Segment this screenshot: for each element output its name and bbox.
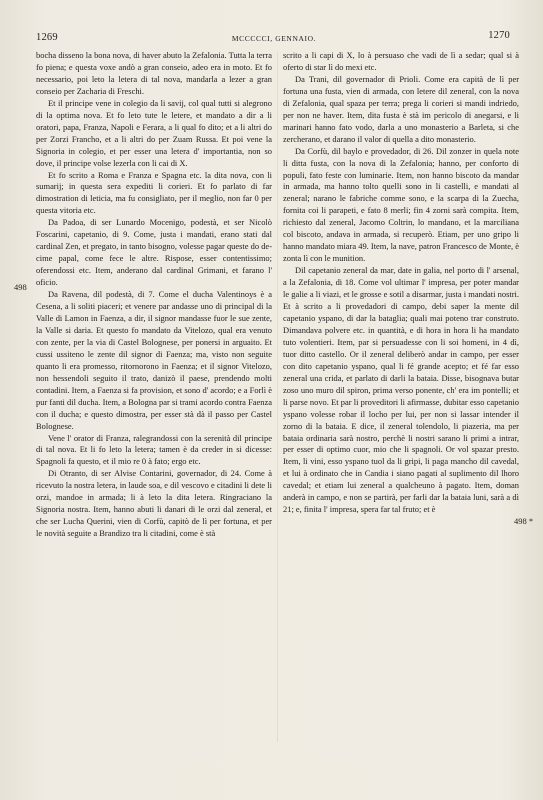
paragraph: Et il principe vene in colegio da li savij, col qual tutti si alegrono di la optima nova. Et fo leto tute le letere, et mandato a dir a li oratori, papa, Franza, Napoli e Ferara, a li qual fo dito; et a li altri do per Zorzi Francho, et a li altri do per Zuam Russa. Et poi vene la Signoria in colegio, et per esser una letera d' importantia, non so dove, il principe volse lezerla con li cai di X. <box>36 97 272 168</box>
running-title: MCCCCCI, GENNAIO. <box>231 34 317 43</box>
page-number-right: 1270 <box>488 30 510 41</box>
paragraph: Da Ravena, dil podestà, di 7. Come el ducha Valentinoys è a Cesena, a li soliti piaceri; et venere par andasse uno di principal di la Valle di Lamon in Faenza, a dir, il signor mandasse fuor le sue zente, la Valle si daria. Et questo fo mandato da Vitelozo, qual era venuto con zente, per la via di Castel Bolognese, per ponersi in arguaito. Et cussi ussiteno le zente dil signor di Faenza; ma, visto non seguite quanto li era promesso, ritornorono in Faenza; et il signor Vitelozo, non hessendoli seguito il trato, danizò il paese, prendendo molti contadini. Item, a Faenza si fa provision, et sono d' acordo; e a Forlì è pur fanti dil ducha. Item, a Bologna par si trami acordo contra Faenza con il ducha; e questo dimostra, per esser stà dà il passo per Castel Bolognese. <box>36 289 272 431</box>
paragraph: Da Corfù, dil baylo e provedador, di 26. Dil zonzer in quela note li ditta fusta, con la nova di la Zefalonia; hanno, per conforto di populi, fato feste con luminarie. Item, non hanno biscoto da mandar in armada, ma hanno tolto quelli sono in li castelli, e mandati al zeneral; narano le fabriche comme sono, e la scarpa di la Zuecha, fornita coi li parapeti, e fato 8 merli; fin 4 zorni sarà compita. Item, richiesto dal zeneral, Jacomo Coltrin, lo mandano, et la marciliana col biscoto, andava in armada, si recuperò. Etiam, per uno gripo li hanno mandato miara 49. Item, la nave, patron Francesco de Monte, è zonta lì con le munition. <box>283 145 519 264</box>
margin-number-right: 498 * <box>514 516 534 526</box>
paragraph: scrito a li capi di X, lo à persuaso che vadi de lì a sedar; qual si à oferto di star lì do mexi etc. <box>283 50 519 72</box>
paragraph: Dil capetanio zeneral da mar, date in galia, nel porto di l' arsenal, a la Zefalonia, di 18. Come vol ultimar l' impresa, per poter mandar le galie a li viazi, et le grosse e sotil a disarmar, justa i mandati nostri. Et à scrito a li provedadori di campo, debi saper la mente dil capetanio yspano, di dar la bataglia; quali mai poteno trar construto. Dimandava polvere etc. in quantità, e di hora in hora li ha mandato tuto volentieri. Item, par si persuadesse con li soi homeni, in 4 dì, tuor ditto castello. Or il zeneral deliberò andar in campo, per esser con dito capetanio yspano, qual li fé grande acepto; et fé far esso zeneral una crida, et parlato di darli la bataia. Disse, bisognava butar zoso uno muro dil spiron, prima verso ponente, ch' era im pontelli; et li parse novo. Et par li proveditori li afirmasse, dubitar esso capetanio yspano volesse robar il locho per lui, per non si lassar intender il zorno di la bataia. E dice, il zeneral tolendolo, li piazeria, ma per bataia ordinaria sarà nostro, perchè li nostri sarano li primi a intrar, per esser di optimo cuor, mio che li spagnoli. Or vol spazar presto. Item, li vini, esso yspano tuol da li gripi, li paga mancho dil cavedal, et lui à ordinato che in Candia i siano pagati al suplimento dil lhoro cavedal; et etiam lui zeneral a qualcheuno à pagato. Item, doman anderà in campo, e non se partirà, per farli dar la bataia luni, sarà a dì 21; e, finita l' impresa, spera far tal fruto; et è <box>283 265 519 515</box>
paragraph: Di Otranto, di ser Alvise Contarini, governador, di 24. Come à ricevuto la nostra letera, in laude soa, e dil vescovo e citadini li dete li orzi, mandoe in armada; li à leto la dita letera. Ringraciano la Signoria nostra. Item, hanno abuti li danari di le orzi dal zeneral, et che ser Lucha Querini, vien di Corfù, capitò de lì per fortuna, et per le novità seguite a Brandizo tra li citadini, come è stà <box>36 468 272 539</box>
page-header <box>34 30 514 46</box>
margin-number-left: 498 <box>14 282 27 292</box>
page-number-left: 1269 <box>36 32 58 43</box>
paragraph: Da Trani, dil governador di Prioli. Come era capità de lì per fortuna una fusta, vien di armada, con letere dil zeneral, con la nova di Zefalonia, qual spaza per terra; prega li corieri si mandi indriedo, per non ne haver. Item, dita fusta è stà im pericolo di anegarsi, e li marinari hanno fato vodo, darla a uno monasterio a Barleta, si che zercherano, et darano il valor di quella a dito monasterio. <box>283 73 519 144</box>
paragraph: Da Padoa, di ser Lunardo Mocenigo, podestà, et ser Nicolò Foscarini, capetanio, di 9. Come, justa i mandati, erano stati dal cardinal Zen, et pregato, in tanto bisogno, volesse pagar queste do decime papal, come fece le altre. Rispose, esser contentissimo; oferendossi etc. Item, anderano dal cardinal Grimani, et farano l' oficio. <box>36 217 272 288</box>
right-column <box>283 50 519 516</box>
paragraph: Et fo scrito a Roma e Franza e Spagna etc. la dita nova, con li sumarij; in questa sera expediti li corieri. Et fo parlato di far dimostration di leticia, ma fu consigliato, per il meglio, non far 0 per questa vitoria etc. <box>36 169 272 216</box>
left-column <box>36 50 272 540</box>
column-gutter <box>277 52 278 742</box>
paragraph: bocha disseno la bona nova, di haver abuto la Zefalonia. Tutta la terra fo piena; e questa voxe andò a gran conseio, adeo era in moto. Et fo necessario, poi leto la letera di tal nova, mandarla a lezer a gran conseio per Zacharia di Freschi. <box>36 50 272 96</box>
paragraph: Vene l' orator di Franza, ralegrandossi con la serenità dil principe di tal nova. Et li fo leto la letera; tamen è da creder in si dicesse: Spagnoli fa questo, et il mio re 0 à fato; ergo etc. <box>36 432 272 467</box>
